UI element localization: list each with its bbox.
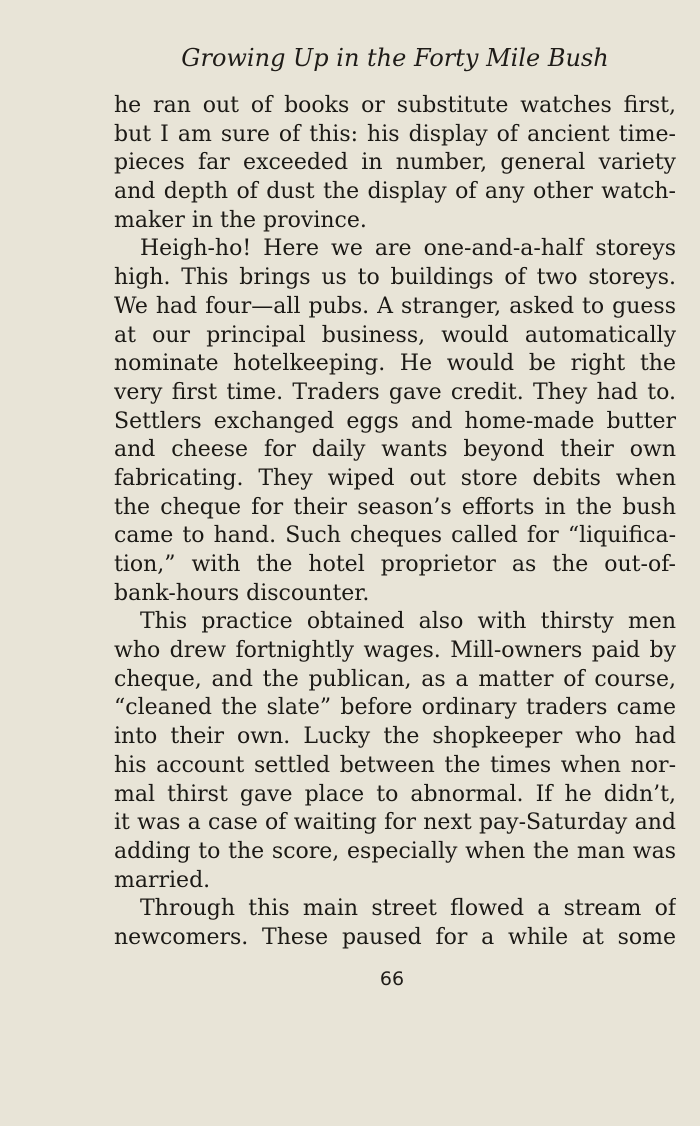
- text-line: mal thirst gave place to abnormal. If he didn’t,: [114, 781, 676, 807]
- text-line: Settlers exchanged eggs and home-made butter: [114, 408, 676, 434]
- text-line: nominate hotelkeeping. He would be right the: [114, 351, 676, 377]
- text-line: pieces far exceeded in number, general variety: [114, 150, 676, 176]
- text-line: Through this main street flowed a stream of: [140, 896, 676, 922]
- text-line: married.: [114, 867, 211, 893]
- text-line: adding to the score, especially when the man was: [114, 838, 676, 864]
- text-line: maker in the province.: [114, 207, 367, 233]
- text-line: who drew fortnightly wages. Mill-owners paid by: [114, 638, 676, 664]
- text-line: “cleaned the slate” before ordinary traders came: [114, 695, 676, 721]
- text-line: and cheese for daily wants beyond their own: [114, 437, 676, 463]
- text-line: his account settled between the times when nor-: [114, 752, 676, 778]
- text-line: newcomers. These paused for a while at some: [114, 924, 676, 950]
- text-line: We had four—all pubs. A stranger, asked to guess: [114, 293, 676, 319]
- text-line: cheque, and the publican, as a matter of course,: [114, 666, 676, 692]
- text-line: into their own. Lucky the shopkeeper who had: [114, 724, 676, 750]
- text-line: came to hand. Such cheques called for “liquifica-: [114, 523, 676, 549]
- text-line: high. This brings us to buildings of two storeys.: [114, 265, 676, 291]
- text-line: This practice obtained also with thirsty men: [140, 609, 676, 635]
- text-line: fabricating. They wiped out store debits when: [114, 465, 676, 491]
- text-line: and depth of dust the display of any other watch-: [114, 179, 676, 205]
- text-line: tion,” with the hotel proprietor as the out-of-: [114, 552, 676, 577]
- text-line: very first time. Traders gave credit. They had to.: [114, 379, 676, 405]
- text-line: it was a case of waiting for next pay-Saturday and: [114, 810, 676, 836]
- page-number: 66: [379, 968, 405, 990]
- body-text: [114, 92, 676, 953]
- text-line: the cheque for their season’s efforts in the bush: [114, 494, 676, 520]
- text-line: he ran out of books or substitute watches first,: [114, 93, 676, 118]
- running-title: Growing Up in the Forty Mile Bush: [181, 44, 609, 72]
- text-line: at our principal business, would automatically: [114, 322, 676, 348]
- text-line: Heigh-ho! Here we are one-and-a-half storeys: [140, 236, 676, 262]
- text-line: but I am sure of this: his display of ancient time-: [114, 121, 676, 147]
- text-line: bank-hours discounter.: [114, 580, 370, 606]
